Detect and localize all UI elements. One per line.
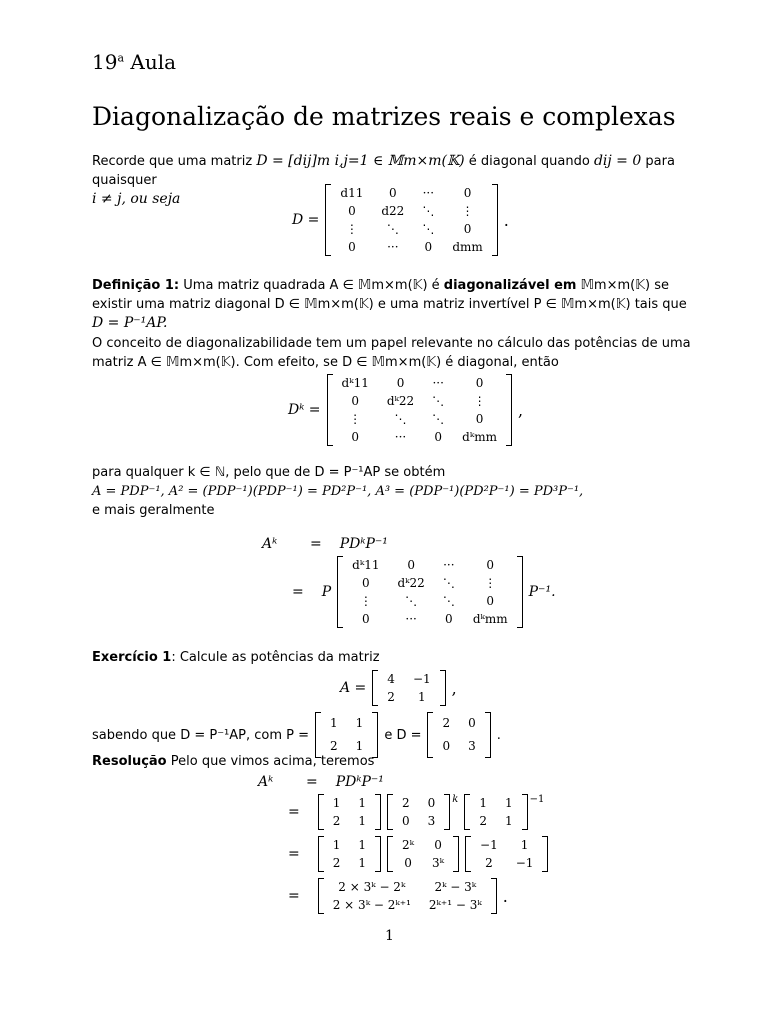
equation-Ak: Aᵏ = PDᵏP⁻¹ = P dᵏ11 0 ··· 0 0 dᵏ22 ⋱ ⋮ ⋮ ⋱ ⋱ 0 0 ··· 0 dᵏmm P⁻¹. [262, 536, 556, 626]
matrix-P-cell: 1 [355, 716, 364, 730]
matrix-cell: 1 [358, 856, 367, 870]
matrix-P-cell: 2 [330, 739, 338, 753]
matrix-cell: 0 [427, 796, 436, 810]
matrix-A-cell: 4 [387, 672, 395, 686]
matrix-Dk-cell: dᵏ11 [341, 376, 369, 390]
matrix-cell: 3ᵏ [432, 856, 445, 870]
matrix-D-cell: ⋱ [422, 204, 435, 218]
matrix-D-cell: ⋮ [345, 222, 358, 236]
matrix-D-cell: 0 [463, 186, 472, 200]
matrix-cell: 2 [402, 796, 410, 810]
matrix-Ak-cell: 0 [486, 594, 495, 608]
matrix-Ak-cell: ··· [405, 612, 417, 626]
matrix-Dk-cell: 0 [351, 394, 359, 408]
matrix-Dk-cell: ⋮ [349, 412, 362, 426]
page-title: Diagonalização de matrizes reais e complexas [92, 102, 676, 131]
matrix-Ak-cell: dᵏmm [472, 612, 508, 626]
matrix-A-cell: 2 [387, 690, 395, 704]
matrix-result-cell: 2 × 3ᵏ − 2ᵏ⁺¹ [332, 898, 411, 912]
matrix-Dk-cell: ··· [394, 430, 407, 444]
matrix-D-cell: 0 [463, 222, 472, 236]
matrix-Ak-cell: 0 [407, 558, 415, 572]
matrix-Dk-cell: 0 [434, 430, 442, 444]
matrix-D-cell: ⋮ [461, 204, 474, 218]
matrix-Dk-cell: 0 [351, 430, 359, 444]
matrix-Dk-display: Dᵏ = dᵏ11 0 ··· 0 0 dᵏ22 ⋱ ⋮ ⋮ ⋱ ⋱ 0 0 ··· 0 dᵏmm , [288, 376, 524, 444]
matrix-Dk-cell: ··· [432, 376, 444, 390]
matrix-Dk-cell: 0 [475, 412, 484, 426]
matrix-P-cell: 1 [355, 739, 364, 753]
matrix-Ak-cell: 0 [444, 612, 453, 626]
matrix-cell: 1 [505, 796, 513, 810]
matrix-D2-cell: 3 [468, 739, 476, 753]
matrix-Ak-cell: ⋱ [442, 576, 455, 590]
matrix-result [318, 878, 497, 914]
matrix-D-cell: dmm [452, 240, 483, 254]
matrix-cell: 1 [358, 814, 367, 828]
matrix-Dk-in-Ak [337, 556, 522, 628]
matrix-Dk-cell: 0 [396, 376, 405, 390]
matrix-D-cell: ⋱ [422, 222, 435, 236]
page-number: 1 [385, 928, 394, 944]
matrix-D-cell: 0 [389, 186, 397, 200]
matrix-cell: 2 [332, 814, 341, 828]
matrix-D-given [427, 712, 490, 758]
matrix-result-cell: 2ᵏ⁺¹ − 3ᵏ [428, 898, 482, 912]
matrix-D2-cell: 2 [442, 716, 451, 730]
matrix-cell: 1 [520, 838, 529, 852]
matrix-D2-cell: 0 [468, 716, 476, 730]
matrix-A-cell: −1 [412, 672, 431, 686]
matrix-D-cell: d22 [381, 204, 405, 218]
matrix-Ak-cell: ⋮ [359, 594, 372, 608]
matrix-Dk-cell: 0 [475, 376, 484, 390]
matrix-D-cell: ··· [387, 240, 399, 254]
lecture-heading: 19$^a$ Aula [92, 50, 177, 74]
matrix-cell: 2 [332, 856, 341, 870]
matrix-cell: 1 [332, 838, 341, 852]
matrix-D-cell: 0 [424, 240, 433, 254]
matrix-D-cell: d11 [340, 186, 364, 200]
matrix-cell: 2 [485, 856, 493, 870]
paragraph-powers: para qualquer k ∈ ℕ, pelo que de D = P⁻¹AP se obtém A = PDP⁻¹, A² = (PDP⁻¹)(PDP⁻¹) = PD²P⁻¹, A³ = (PDP⁻¹)(PD²P⁻¹) = PD³P⁻¹, e mais geralmente [92, 465, 584, 518]
matrix-P-cell: 1 [330, 716, 338, 730]
matrix-Dk [327, 374, 512, 446]
matrix-Ak-cell: dᵏ11 [352, 558, 380, 572]
paragraph-intro: Recorde que uma matriz D = [dij]m i,j=1 ∈ 𝕄m×m(𝕂) é diagonal quando dij = 0 para quaisquer i ≠ j, ou seja [92, 153, 675, 207]
matrix-D [325, 184, 497, 256]
matrix-D-display: D = d11 0 ··· 0 0 d22 ⋱ ⋮ ⋮ ⋱ ⋱ 0 0 ··· 0 dmm . [292, 186, 509, 254]
matrix-Dk-cell: ⋱ [394, 412, 407, 426]
definition-1: Definição 1: Uma matriz quadrada A ∈ 𝕄m×m(𝕂) é diagonalizável em 𝕄m×m(𝕂) se existir uma matriz diagonal D ∈ 𝕄m×m(𝕂) e uma matriz invertível P ∈ 𝕄m×m(𝕂) tais que D = P⁻¹AP. [92, 278, 687, 331]
matrix-Dk-cell: dᵏmm [462, 430, 497, 444]
matrix-cell: −1 [480, 838, 498, 852]
matrix-Dk-cell: ⋱ [432, 394, 445, 408]
matrix-Ak-cell: ⋱ [405, 594, 418, 608]
matrix-cell: 1 [358, 796, 367, 810]
matrix-cell: 1 [479, 796, 487, 810]
matrix-cell: 1 [505, 814, 513, 828]
matrix-Dk-cell: ⋮ [473, 394, 486, 408]
exercise-1: Exercício 1: Calcule as potências da matriz [92, 650, 380, 665]
matrix-cell: 2 [479, 814, 487, 828]
matrix-Ak-cell: dᵏ22 [397, 576, 425, 590]
matrix-Ak-cell: 0 [362, 612, 370, 626]
matrix-result-cell: 2 × 3ᵏ − 2ᵏ [338, 880, 406, 894]
matrix-cell: 1 [358, 838, 367, 852]
matrix-cell: 0 [434, 838, 442, 852]
matrix-Ak-cell: 0 [362, 576, 370, 590]
resolution-equations: Aᵏ = PDᵏP⁻¹ = 1 1 2 1 2 0 0 3 $^k$ 1 1 2 1 $^{-1}$ = 1 1 2 1 2ᵏ 0 0 3ᵏ −1 1 2 −1 = 2 × 3ᵏ − 2ᵏ 2ᵏ − 3ᵏ 2 × 3ᵏ − 2ᵏ⁺¹ 2ᵏ⁺¹ − 3ᵏ . [258, 774, 548, 914]
matrix-result-cell: 2ᵏ − 3ᵏ [434, 880, 477, 894]
matrix-cell: −1 [515, 856, 534, 870]
matrix-D2-cell: 0 [442, 739, 451, 753]
paragraph-concept: O conceito de diagonalizabilidade tem um papel relevante no cálculo das potências de uma matriz A ∈ 𝕄m×m(𝕂). Com efeito, se D ∈ 𝕄m×m(𝕂) é diagonal, então [92, 336, 691, 370]
matrix-D-cell: ⋱ [386, 222, 399, 236]
matrix-Dk-cell: ⋱ [432, 412, 445, 426]
matrix-Ak-cell: 0 [486, 558, 495, 572]
matrix-cell: 1 [332, 796, 341, 810]
matrix-Dk-cell: dᵏ22 [386, 394, 415, 408]
exercise-given: sabendo que D = P⁻¹AP, com P = 1 1 2 1 e D = 2 0 0 3 . [92, 712, 501, 758]
matrix-A-display: A = 4 −1 2 1 , [340, 672, 457, 704]
resolution-intro: Resolução Pelo que vimos acima, teremos [92, 754, 375, 769]
matrix-D-cell: 0 [348, 204, 356, 218]
matrix-Ak-cell: ⋮ [484, 576, 497, 590]
matrix-D-cell: 0 [348, 240, 356, 254]
matrix-cell: 3 [427, 814, 436, 828]
matrix-cell: 2ᵏ [402, 838, 415, 852]
matrix-A [372, 670, 445, 706]
matrix-Ak-cell: ··· [443, 558, 455, 572]
matrix-cell: 0 [402, 814, 410, 828]
matrix-Ak-cell: ⋱ [442, 594, 455, 608]
matrix-D-cell: ··· [422, 186, 435, 200]
matrix-cell: 0 [404, 856, 412, 870]
matrix-A-cell: 1 [417, 690, 426, 704]
